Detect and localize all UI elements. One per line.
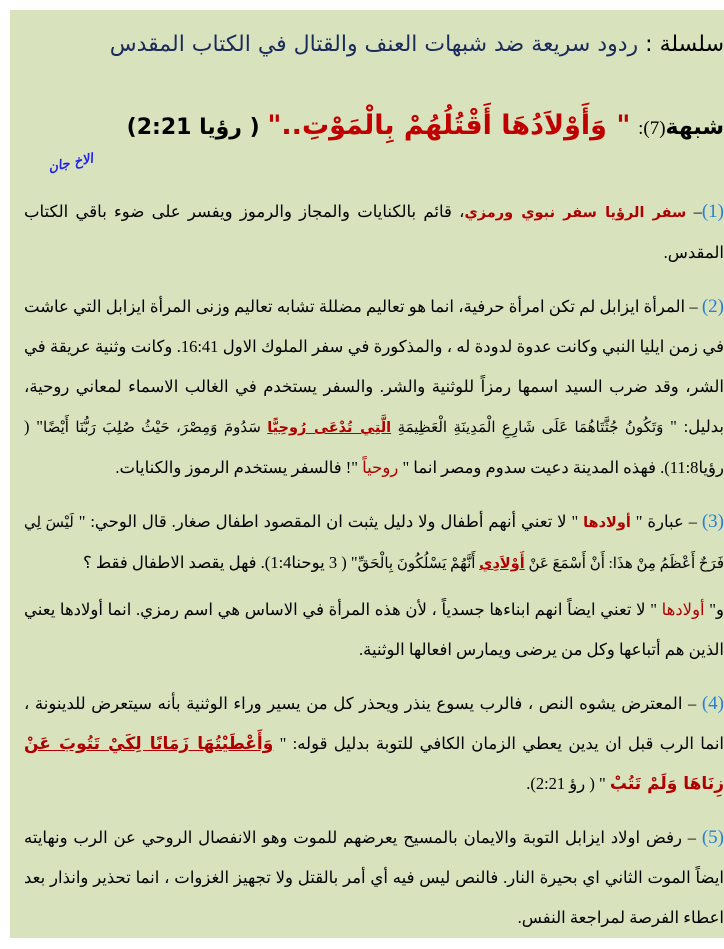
paragraph bbox=[24, 818, 724, 938]
highlighted-text: سَدُومَ وَمِصْرَ، حَيْثُ صُلِبَ رَبُّنَا أَيْضًا bbox=[43, 420, 268, 436]
paragraph bbox=[24, 684, 724, 804]
author-signature: الاخ جان bbox=[46, 151, 95, 176]
highlighted-text: الَّتِي تُدْعَى رُوحِيًّا bbox=[267, 420, 392, 436]
highlighted-text: أولادها bbox=[661, 600, 705, 619]
highlighted-text: سفر الرؤيا سفر نبوي ورمزي bbox=[464, 205, 687, 221]
paragraph-text: – المرأة ايزابل لم تكن امرأة حرفية، انما هو تعاليم مضللة تشابه تعاليم وزنى المرأة ايزابل التي عاشت في زمن ايليا النبي وكانت عدوة لدودة له ، والمذكورة في سفر الملوك الاول 16:41. وكانت وثنية عريقة في الشر، وقد ضرب السيد اسمها رمزاً للوثنية والشر. والسفر يستخدم في الغالب الاسماء لمعاني روحية، بدليل: " bbox=[24, 297, 724, 436]
paragraph-text: " لا تعني ايضاً انهم ابناءها جسدياً ، لأن هذه المرأة في الاساس هي اسم رمزي. انما أولادها يعني الذين هم أتباعها وكل من يرضى ويمارس افعالها الوثنية. bbox=[24, 600, 724, 659]
heading-number: (7): bbox=[638, 118, 666, 139]
paragraph bbox=[24, 590, 724, 670]
paragraph-number: (1) bbox=[701, 201, 724, 222]
paragraph-text: " ( 3 يوحنا1:4). فهل يقصد الاطفال فقط ؟ bbox=[83, 553, 358, 572]
heading-reference: ( رؤيا 2:21) bbox=[126, 115, 260, 140]
highlighted-text: أَنَّهُمْ يَسْلُكُونَ بِالْحَقِّ bbox=[357, 556, 480, 572]
paragraph-text: " ( رؤيا11:8). فهذه المدينة دعيت سدوم ومصر انما " bbox=[24, 417, 724, 477]
paragraph-number: (2) bbox=[701, 296, 724, 317]
paragraph bbox=[24, 287, 724, 488]
document-page bbox=[10, 10, 724, 938]
series-title bbox=[110, 32, 724, 57]
paragraph-text: " ( رؤ 2:21). bbox=[526, 774, 610, 793]
series-label: سلسلة : bbox=[645, 32, 724, 57]
article-body bbox=[24, 192, 724, 938]
paragraph-text: – المعترض يشوه النص ، فالرب يسوع ينذر ويحذر كل من يسير وراء الوثنية بأنه سيتعرض للدينونة ، انما الرب قبل ان يدين يعطي الزمان الكافي للتوبة بدليل قوله: " bbox=[24, 694, 724, 753]
heading-label: شبهة bbox=[665, 115, 724, 140]
heading-quote: " وَأَوْلاَدُهَا أَقْتُلُهُمْ بِالْمَوْتِ.." bbox=[267, 110, 631, 141]
paragraph-text: – رفض اولاد ايزابل التوبة والايمان بالمسيح يعرضهم للموت وهو الانفصال الروحي عن الرب ونهايته ايضاً الموت الثاني اي بحيرة النار. فالنص ليس فيه أي أمر بالقتل ولا تجهيز الغزوات ، انما تحذير وانذار بعد اعطاء الفرصة لمراجعة النفس. bbox=[24, 828, 724, 927]
highlighted-text: أولادها bbox=[583, 515, 631, 531]
highlighted-text: وَأَعْطَيْتُهَا زَمَانًا لِكَيْ تَتُوبَ عَنْ bbox=[24, 734, 274, 754]
paragraph-number: (4) bbox=[701, 693, 724, 714]
paragraph-text: "! فالسفر يستخدم الرموز والكنايات. bbox=[115, 458, 363, 477]
paragraph-text: و" bbox=[704, 600, 724, 619]
page-title bbox=[127, 110, 724, 141]
highlighted-text: وَتَكُونُ جُثَّتَاهُمَا عَلَى شَارِعِ الْمَدِينَةِ الْعَظِيمَةِ bbox=[391, 420, 664, 436]
highlighted-text: زِنَاهَا وَلَمْ تَتُبْ bbox=[609, 774, 724, 794]
highlighted-text: روحياً bbox=[362, 458, 399, 477]
paragraph-text: " لا تعني أنهم أطفال ولا دليل يثبت ان المقصود اطفال صغار. قال الوحي: " bbox=[73, 512, 584, 531]
series-name: ردود سريعة ضد شبهات العنف والقتال في الكتاب المقدس bbox=[109, 32, 639, 57]
paragraph bbox=[24, 502, 724, 584]
paragraph-number: (5) bbox=[701, 827, 724, 848]
paragraph-number: (3) bbox=[701, 511, 724, 532]
paragraph bbox=[24, 192, 724, 273]
paragraph-text: – bbox=[686, 202, 702, 221]
paragraph-text: ، قائم بالكنايات والمجاز والرموز ويفسر على ضوء باقي الكتاب المقدس. bbox=[24, 202, 724, 262]
paragraph-text: – عبارة " bbox=[630, 512, 702, 531]
highlighted-text: أَوْلاَدِي bbox=[479, 556, 525, 572]
highlighted-text: لَيْسَ لِي فَرَحٌ أَعْظَمُ مِنْ هذَا: أَنْ أَسْمَعَ عَنْ bbox=[24, 515, 724, 572]
